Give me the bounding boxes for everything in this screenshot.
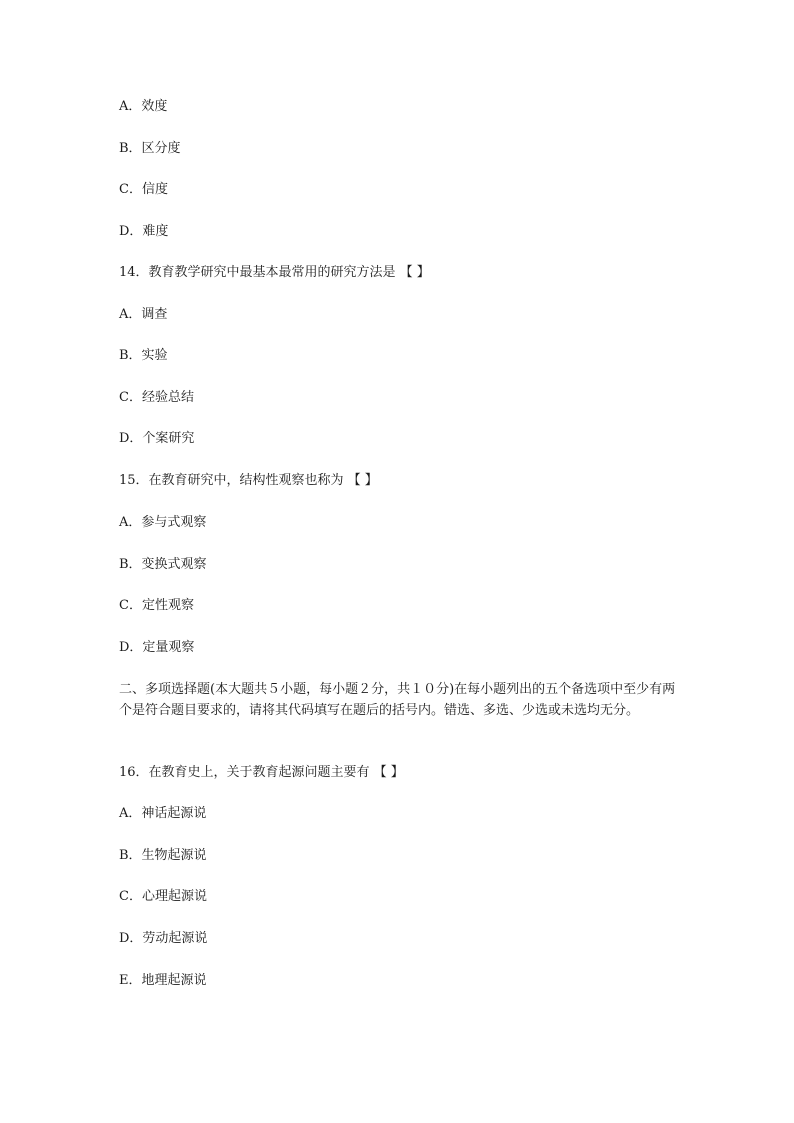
q15-option-b: B．变换式观察 [119, 557, 207, 572]
q16-option-c: C．心理起源说 [119, 889, 207, 904]
q16-stem: 16．在教育史上，关于教育起源问题主要有 【 】 [119, 765, 404, 780]
q16-option-a: A．神话起源说 [119, 806, 207, 821]
q16-option-b: B．生物起源说 [119, 848, 207, 863]
section-2-heading: 二、多项选择题(本大题共５小题，每小题２分，共１０分)在每小题列出的五个备选项中至少有两个是符合题目要求的，请将其代码填写在题后的括号内。错选、多选、少选或未选均无分。 [119, 682, 676, 718]
q14-stem: 14．教育教学研究中最基本最常用的研究方法是 【 】 [119, 265, 430, 280]
q14-option-a: A．调查 [119, 307, 168, 322]
q15-option-a: A．参与式观察 [119, 515, 207, 530]
q14-option-b: B．实验 [119, 348, 168, 363]
q13-option-c: C．信度 [119, 182, 168, 197]
q15-option-d: D．定量观察 [119, 640, 195, 655]
q13-option-d: D．难度 [119, 224, 169, 239]
q16-option-e: E．地理起源说 [119, 973, 207, 988]
q14-option-d: D．个案研究 [119, 431, 195, 446]
q14-option-c: C．经验总结 [119, 390, 194, 405]
q15-stem: 15．在教育研究中，结构性观察也称为 【 】 [119, 473, 378, 488]
q13-option-b: B．区分度 [119, 141, 181, 156]
q15-option-c: C．定性观察 [119, 598, 194, 613]
q13-option-a: A．效度 [119, 99, 168, 114]
q16-option-d: D．劳动起源说 [119, 931, 208, 946]
